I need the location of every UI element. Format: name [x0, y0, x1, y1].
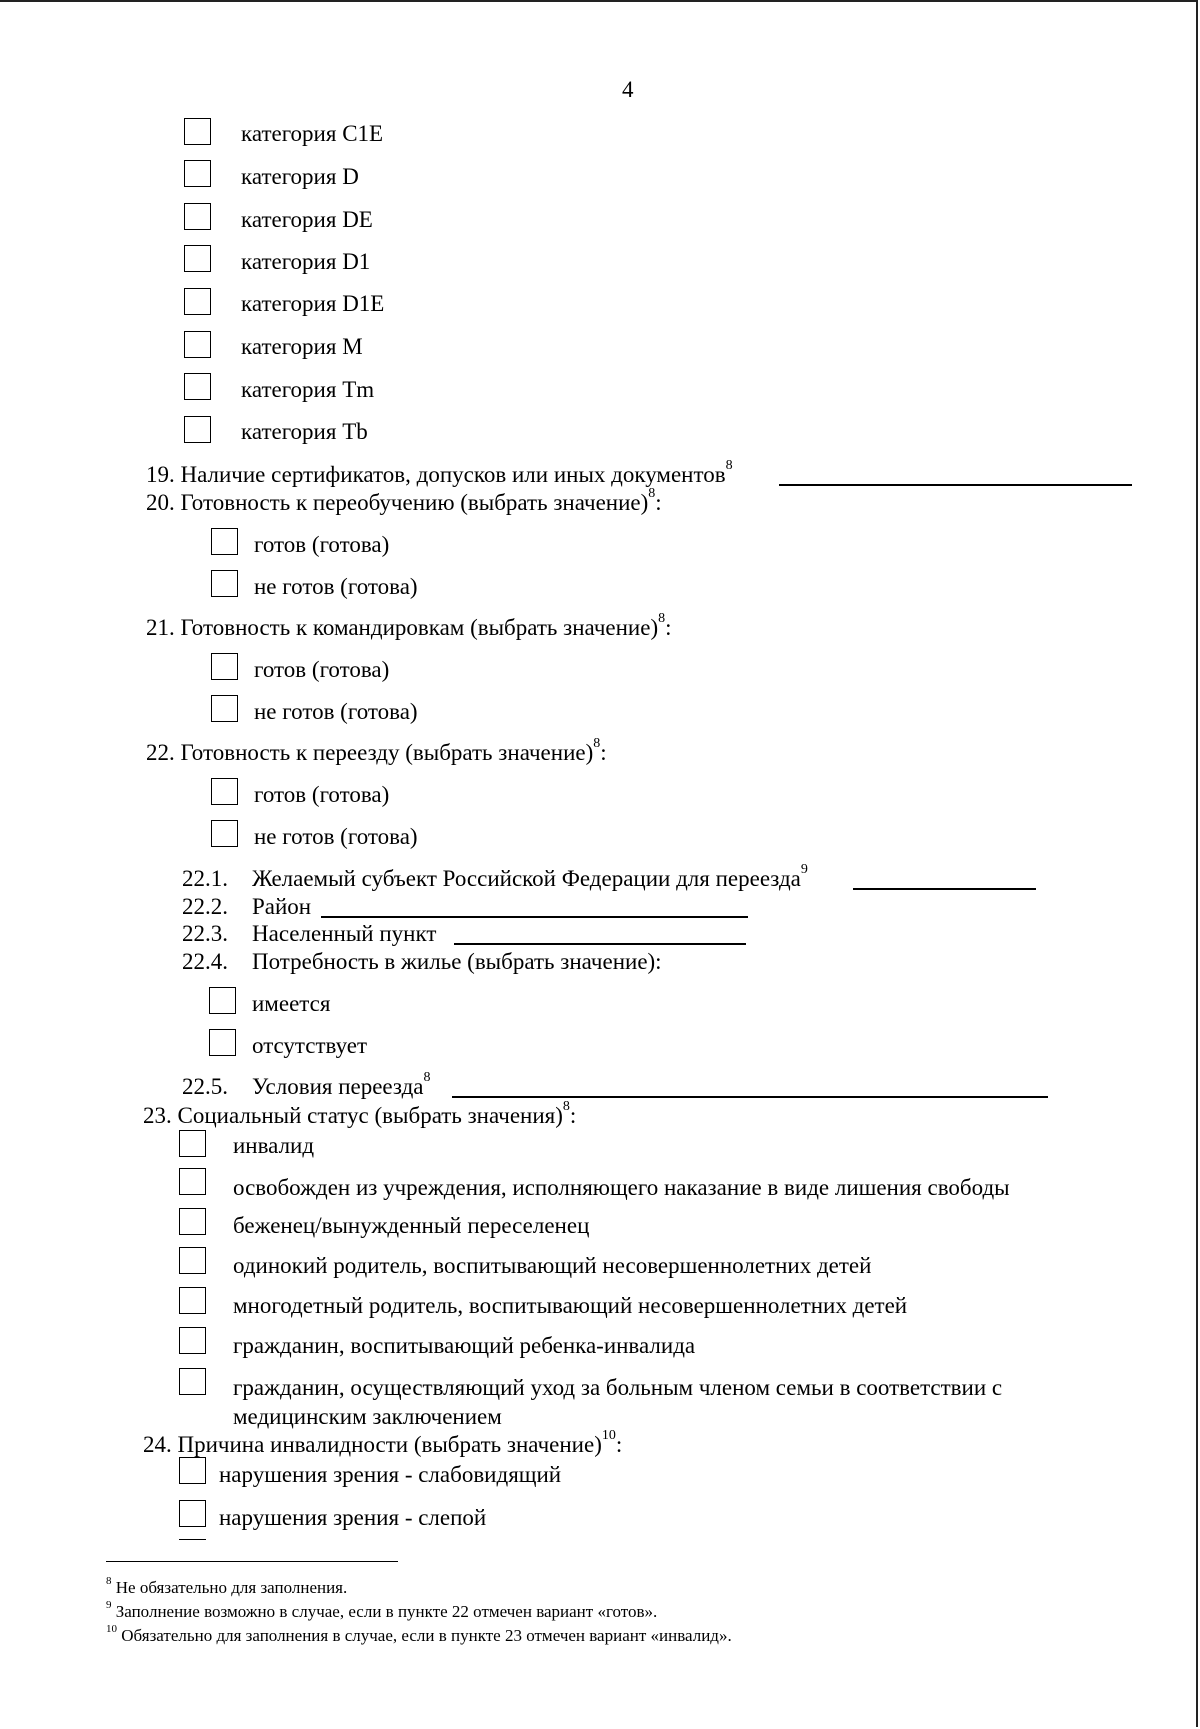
checkbox-disability-blind[interactable] [179, 1500, 206, 1527]
footnote-10-number: 10 [106, 1623, 117, 1635]
q20-number: 20. [146, 490, 175, 515]
checkbox-category-de[interactable] [184, 203, 211, 230]
status-refugee-label: беженец/вынужденный переселенец [233, 1213, 590, 1238]
trips-ready-label: готов (готова) [254, 657, 390, 682]
q22-1-heading [252, 862, 808, 891]
q24-label: Причина инвалидности (выбрать значение) [177, 1432, 602, 1457]
q22-1-label: Желаемый субъект Российской Федерации для переезда [252, 866, 801, 891]
q19-number: 19. [146, 462, 175, 487]
footnote-9 [106, 1599, 658, 1621]
housing-none-label: отсутствует [252, 1033, 368, 1058]
housing-has-label: имеется [252, 991, 331, 1016]
q23-number: 23. [143, 1103, 172, 1128]
q22-4-label: Потребность в жилье (выбрать значение): [252, 949, 662, 974]
q22-5-label: Условия переезда [252, 1074, 424, 1099]
q22-1-number: 22.1. [182, 866, 228, 891]
checkbox-category-m[interactable] [184, 331, 211, 358]
q22-2-number: 22.2. [182, 894, 228, 919]
checkbox-status-disabled[interactable] [179, 1130, 206, 1157]
q22-footnote-ref: 8 [593, 736, 601, 751]
footnote-separator [106, 1561, 398, 1562]
footnote-9-text: Заполнение возможно в случае, если в пункте 22 отмечен вариант «готов». [115, 1602, 658, 1621]
q19-heading [146, 458, 733, 487]
checkbox-housing-has[interactable] [209, 987, 236, 1014]
q22-5-number: 22.5. [182, 1074, 228, 1099]
q23-heading [143, 1099, 577, 1128]
q21-footnote-ref: 8 [658, 611, 666, 626]
checkbox-relocation-ready[interactable] [211, 778, 238, 805]
q22-colon: : [600, 740, 607, 765]
q21-heading [146, 611, 672, 640]
q22-3-answer-line[interactable] [454, 943, 746, 945]
category-d-label: категория D [241, 164, 359, 189]
category-tb-label: категория Tb [241, 419, 368, 444]
checkbox-category-d1e[interactable] [184, 288, 211, 315]
q22-3-label: Населенный пункт [252, 921, 437, 946]
q21-colon: : [665, 615, 672, 640]
q22-2-answer-line[interactable] [321, 916, 748, 918]
q22-1-answer-line[interactable] [853, 888, 1036, 890]
q22-5-footnote-ref: 8 [423, 1070, 431, 1085]
status-large-family-label: многодетный родитель, воспитывающий несовершеннолетних детей [233, 1293, 908, 1318]
status-disabled-label: инвалид [233, 1133, 315, 1158]
q19-footnote-ref: 8 [725, 458, 733, 473]
footnote-9-number: 9 [106, 1599, 112, 1611]
q24-colon: : [615, 1432, 623, 1457]
q19-answer-line[interactable] [779, 484, 1132, 486]
checkbox-disability-low-vision[interactable] [179, 1457, 206, 1484]
q20-heading [146, 486, 662, 515]
trips-not-ready-label: не готов (готова) [254, 699, 418, 724]
q23-colon: : [569, 1103, 577, 1128]
relocation-ready-label: готов (готова) [254, 782, 390, 807]
page-number: 4 [622, 77, 634, 102]
q20-footnote-ref: 8 [648, 486, 656, 501]
footnote-8-number: 8 [106, 1575, 112, 1587]
status-single-parent-label: одинокий родитель, воспитывающий несовершеннолетних детей [233, 1253, 872, 1278]
q24-number: 24. [143, 1432, 172, 1457]
checkbox-retraining-not-ready[interactable] [211, 570, 238, 597]
category-m-label: категория M [241, 334, 363, 359]
q22-number: 22. [146, 740, 175, 765]
q22-5-heading [252, 1070, 431, 1099]
q22-2-label: Район [252, 894, 312, 919]
footnote-8 [106, 1575, 348, 1597]
checkbox-category-tb[interactable] [184, 416, 211, 443]
q22-5-answer-line[interactable] [452, 1096, 1048, 1098]
q23-label: Социальный статус (выбрать значения) [177, 1103, 563, 1128]
checkbox-status-single-parent[interactable] [179, 1247, 206, 1274]
category-d1-label: категория D1 [241, 249, 371, 274]
checkbox-retraining-ready[interactable] [211, 528, 238, 555]
q24-heading [143, 1428, 623, 1457]
category-c1e-label: категория C1E [241, 121, 384, 146]
checkbox-status-disabled-child[interactable] [179, 1327, 206, 1354]
q19-label: Наличие сертификатов, допусков или иных документов [180, 462, 726, 487]
checkbox-partial-edge [179, 1539, 206, 1540]
checkbox-category-d[interactable] [184, 160, 211, 187]
category-de-label: категория DE [241, 207, 373, 232]
checkbox-housing-none[interactable] [209, 1029, 236, 1056]
retraining-not-ready-label: не готов (готова) [254, 574, 418, 599]
category-tm-label: категория Tm [241, 377, 375, 402]
status-disabled-child-label: гражданин, воспитывающий ребенка-инвалида [233, 1333, 696, 1358]
q21-number: 21. [146, 615, 175, 640]
q20-colon: : [655, 490, 662, 515]
checkbox-category-d1[interactable] [184, 245, 211, 272]
q21-label: Готовность к командировкам (выбрать значение) [180, 615, 659, 640]
footnote-10 [106, 1623, 732, 1645]
checkbox-status-refugee[interactable] [179, 1208, 206, 1235]
checkbox-status-large-family[interactable] [179, 1287, 206, 1314]
checkbox-trips-ready[interactable] [211, 653, 238, 680]
disability-blind-label: нарушения зрения - слепой [219, 1505, 487, 1530]
footnote-10-text: Обязательно для заполнения в случае, если в пункте 23 отмечен вариант «инвалид». [121, 1626, 732, 1645]
status-released-label: освобожден из учреждения, исполняющего наказание в виде лишения свободы [233, 1175, 1010, 1200]
status-caregiver-label-cont: медицинским заключением [233, 1404, 502, 1429]
q22-heading [146, 736, 607, 765]
checkbox-status-released[interactable] [179, 1168, 206, 1195]
checkbox-relocation-not-ready[interactable] [211, 820, 238, 847]
category-d1e-label: категория D1E [241, 291, 385, 316]
disability-low-vision-label: нарушения зрения - слабовидящий [219, 1462, 562, 1487]
footnote-8-text: Не обязательно для заполнения. [115, 1578, 348, 1597]
status-caregiver-label: гражданин, осуществляющий уход за больным членом семьи в соответствии с [233, 1375, 1003, 1400]
q23-footnote-ref: 8 [562, 1099, 570, 1114]
checkbox-trips-not-ready[interactable] [211, 695, 238, 722]
q22-3-number: 22.3. [182, 921, 228, 946]
q24-footnote-ref: 10 [601, 1428, 616, 1443]
q22-4-number: 22.4. [182, 949, 228, 974]
retraining-ready-label: готов (готова) [254, 532, 390, 557]
relocation-not-ready-label: не готов (готова) [254, 824, 418, 849]
q22-1-footnote-ref: 9 [800, 862, 808, 877]
q20-label: Готовность к переобучению (выбрать значение) [180, 490, 649, 515]
checkbox-status-caregiver[interactable] [179, 1368, 206, 1395]
checkbox-category-tm[interactable] [184, 373, 211, 400]
checkbox-category-c1e[interactable] [184, 118, 211, 145]
q22-label: Готовность к переезду (выбрать значение) [180, 740, 594, 765]
